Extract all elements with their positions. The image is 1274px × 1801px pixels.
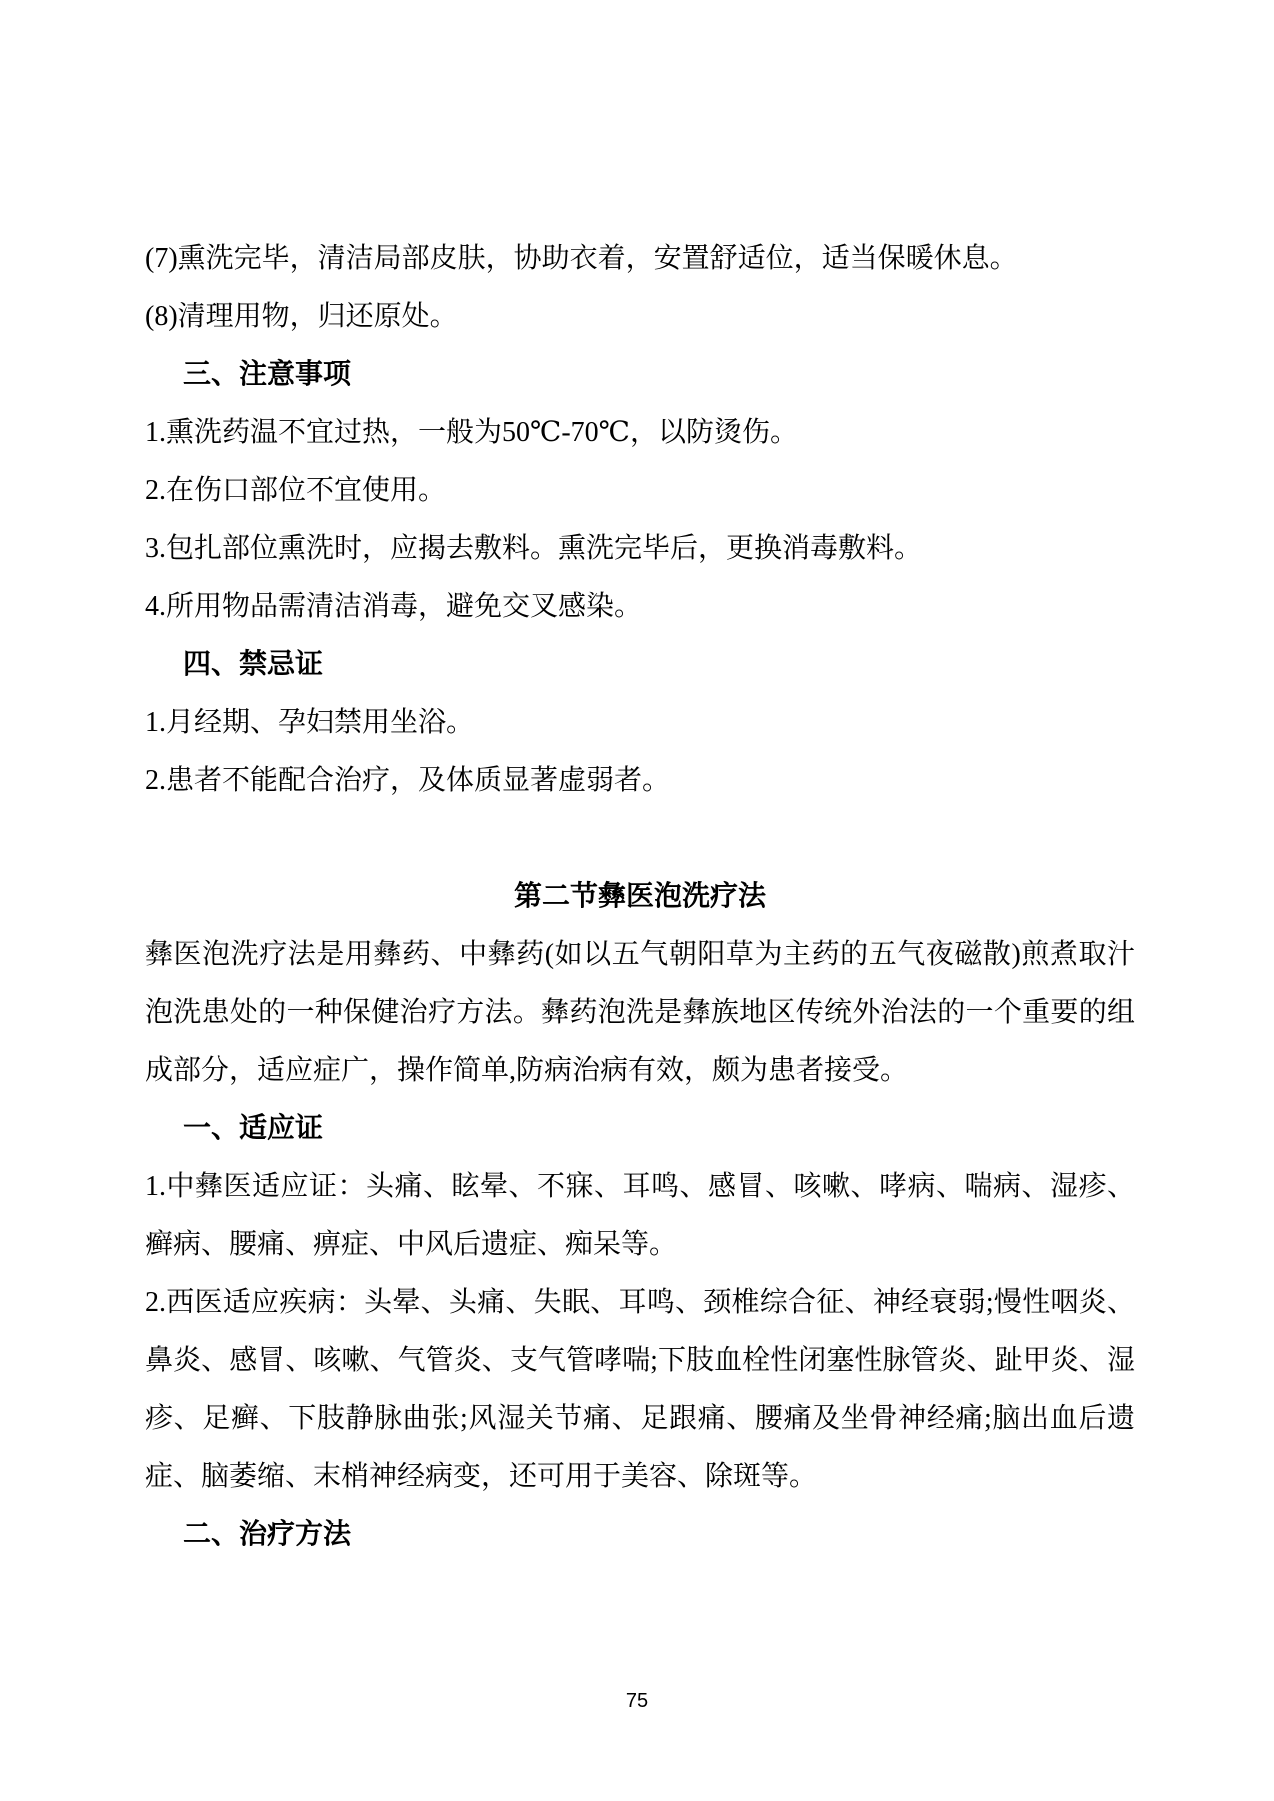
list-item: 2.在伤口部位不宜使用。 xyxy=(145,475,447,506)
paragraph: 彝医泡洗疗法是用彝药、中彝药(如以五气朝阳草为主药的五气夜磁散)煎煮取汁泡洗患处的一种保健治疗方法。彝药泡洗是彝族地区传统外治法的一个重要的组成部分，适应症广，操作简单,防病治病有效，颇为患者接受。 xyxy=(145,939,1135,1086)
list-item: 2.患者不能配合治疗，及体质显著虚弱者。 xyxy=(145,765,671,796)
list-item: 3.包扎部位熏洗时，应揭去敷料。熏洗完毕后，更换消毒敷料。 xyxy=(145,533,923,564)
page-content xyxy=(145,230,1135,1564)
paragraph: 2.西医适应疾病：头晕、头痛、失眠、耳鸣、颈椎综合征、神经衰弱;慢性咽炎、鼻炎、感冒、咳嗽、气管炎、支气管哮喘;下肢血栓性闭塞性脉管炎、趾甲炎、湿疹、足癣、下肢静脉曲张;风湿关节痛、足跟痛、腰痛及坐骨神经痛;脑出血后遗症、脑萎缩、末梢神经病变，还可用于美容、除斑等。 xyxy=(145,1287,1135,1492)
list-item: 1.熏洗药温不宜过热，一般为50℃-70℃，以防烫伤。 xyxy=(145,417,798,448)
section-heading: 一、适应证 xyxy=(183,1113,324,1144)
list-item: 1.月经期、孕妇禁用坐浴。 xyxy=(145,707,475,738)
section-title: 第二节彝医泡洗疗法 xyxy=(513,881,766,912)
numbered-step: (7)熏洗完毕，清洁局部皮肤，协助衣着，安置舒适位，适当保暖休息。 xyxy=(145,243,1018,274)
section-heading: 三、注意事项 xyxy=(183,359,352,390)
list-item: 4.所用物品需清洁消毒，避免交叉感染。 xyxy=(145,591,643,622)
page-number: 75 xyxy=(625,1690,649,1712)
numbered-step: (8)清理用物，归还原处。 xyxy=(145,301,458,332)
section-heading: 四、禁忌证 xyxy=(183,649,324,680)
section-heading: 二、治疗方法 xyxy=(183,1519,352,1550)
paragraph: 1.中彝医适应证：头痛、眩晕、不寐、耳鸣、感冒、咳嗽、哮病、喘病、湿疹、癣病、腰痛、痹症、中风后遗症、痴呆等。 xyxy=(145,1171,1135,1260)
